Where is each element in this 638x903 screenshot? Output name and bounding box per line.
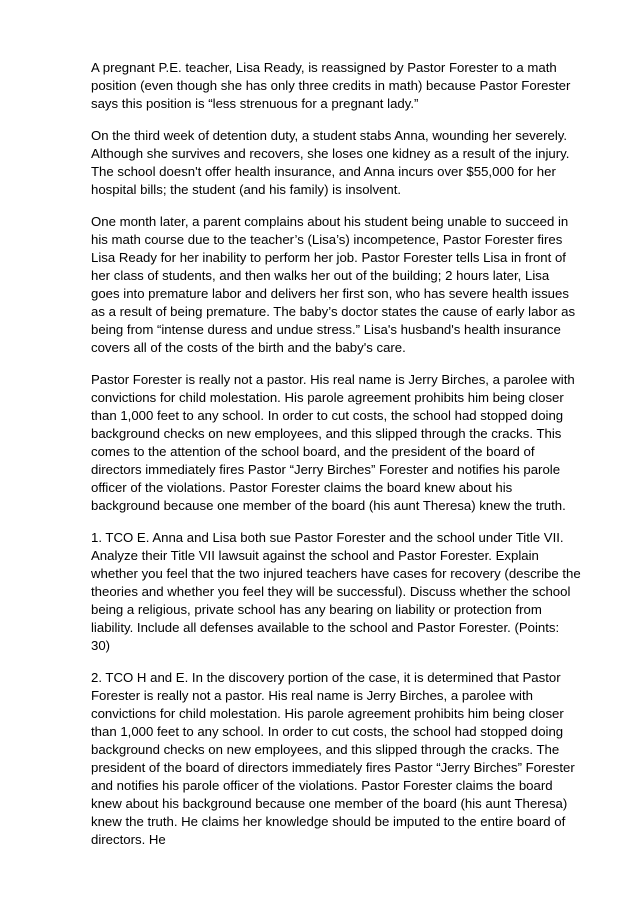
paragraph-reassignment: A pregnant P.E. teacher, Lisa Ready, is reassigned by Pastor Forester to a math position (even though she has only three credits in math) because Pastor Forester says this position is “less strenuous for a pregnant lady.” <box>91 60 571 111</box>
question-1: 1. TCO E. Anna and Lisa both sue Pastor Forester and the school under Title VII. Analyze their Title VII lawsuit against the school and Pastor Forester. Explain whether you feel that the two injured teachers have cases for recovery (describe the theories and whether you feel they will be successful). Discuss whether the school being a religious, private school has any bearing on liability or protection from liability. Include all defenses available to the school and Pastor Forester. (Points: 30) <box>91 530 581 653</box>
document-page <box>91 59 581 899</box>
paragraph-background: Pastor Forester is really not a pastor. His real name is Jerry Birches, a parolee with convictions for child molestation. His parole agreement prohibits him being closer than 1,000 feet to any school. In order to cut costs, the school had stopped doing background checks on new employees, and this slipped through the cracks. This comes to the attention of the school board, and the president of the board of directors immediately fires Pastor “Jerry Birches” Forester and notifies his parole officer of the violations. Pastor Forester claims the board knew about his background because one member of the board (his aunt Theresa) knew the truth. <box>91 372 575 513</box>
paragraph-stabbing: On the third week of detention duty, a student stabs Anna, wounding her severely. Although she survives and recovers, she loses one kidney as a result of the injury. The school doesn't offer health insurance, and Anna incurs over $55,000 for her hospital bills; the student (and his family) is insolvent. <box>91 128 570 197</box>
paragraph-firing: One month later, a parent complains about his student being unable to succeed in his math course due to the teacher’s (Lisa’s) incompetence, Pastor Forester fires Lisa Ready for her inability to perform her job. Pastor Forester tells Lisa in front of her class of students, and then walks her out of the building; 2 hours later, Lisa goes into premature labor and delivers her first son, who has severe health issues as a result of being premature. The baby’s doctor states the cause of early labor as being from “intense duress and undue stress.” Lisa's husband's health insurance covers all of the costs of the birth and the baby's care. <box>91 214 576 355</box>
question-2: 2. TCO H and E. In the discovery portion of the case, it is determined that Pastor Forester is really not a pastor. His real name is Jerry Birches, a parolee with convictions for child molestation. His parole agreement prohibits him being closer than 1,000 feet to any school. In order to cut costs, the school had stopped doing background checks on new employees, and this slipped through the cracks. The president of the board of directors immediately fires Pastor “Jerry Birches” Forester and notifies his parole officer of the violations. Pastor Forester claims the board knew about his background because one member of the board (his aunt Theresa) knew the truth. He claims her knowledge should be imputed to the entire board of directors. He <box>91 670 575 847</box>
